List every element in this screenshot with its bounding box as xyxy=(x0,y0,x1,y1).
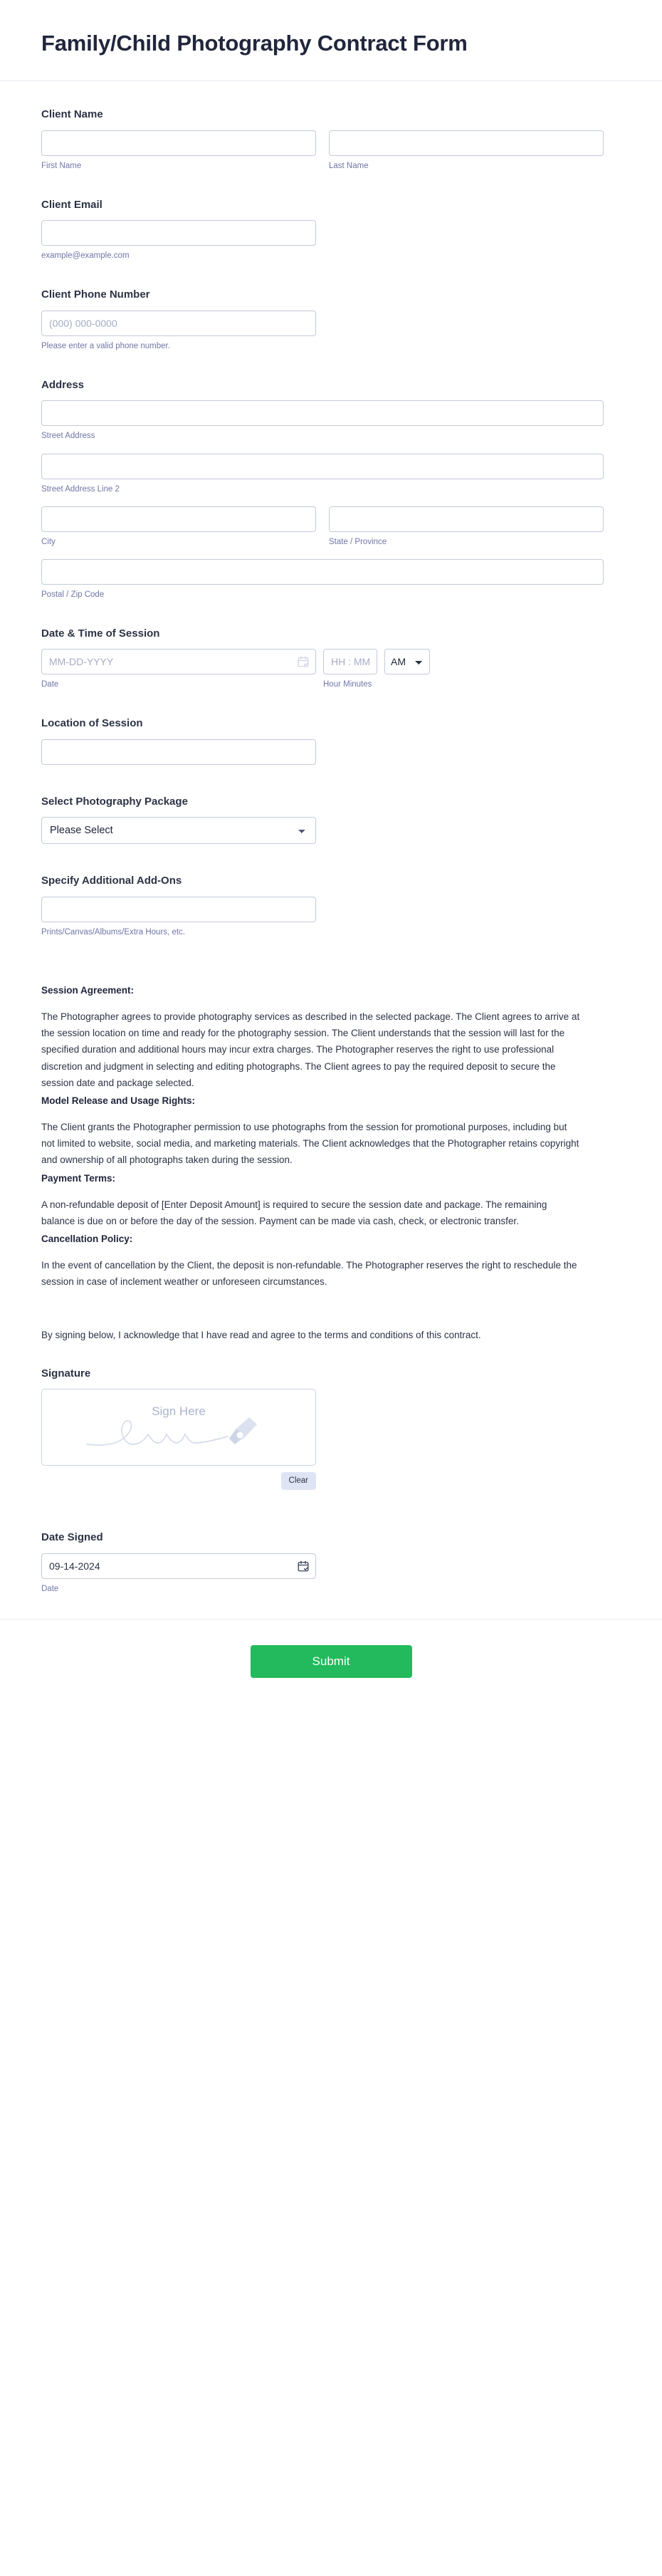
session-date-input[interactable] xyxy=(41,649,316,674)
last-name-col xyxy=(329,130,604,172)
signature-placeholder xyxy=(42,1404,315,1450)
street-address-2-input[interactable] xyxy=(41,454,604,479)
date-signed-sublabel: Date xyxy=(41,1584,59,1593)
session-time-input[interactable] xyxy=(323,649,377,674)
postal-code-input[interactable] xyxy=(41,559,604,585)
field-client-phone xyxy=(41,278,621,361)
street-address-2-col xyxy=(41,454,604,495)
field-date-signed xyxy=(41,1521,621,1604)
first-name-input[interactable] xyxy=(41,130,316,156)
first-name-col xyxy=(41,130,316,172)
label-address: Address xyxy=(41,378,85,391)
city-input[interactable] xyxy=(41,506,316,532)
session-date-wrap xyxy=(41,649,316,674)
client-name-row xyxy=(41,130,621,172)
street-address-sublabel: Street Address xyxy=(41,432,95,441)
field-address xyxy=(41,369,621,610)
location-input[interactable] xyxy=(41,739,316,765)
signature-clear-row xyxy=(41,1472,316,1490)
state-input[interactable] xyxy=(329,506,604,532)
location-col xyxy=(41,739,316,765)
session-time-sublabel: Hour Minutes xyxy=(323,680,372,689)
addons-sublabel: Prints/Canvas/Albums/Extra Hours, etc. xyxy=(41,927,185,937)
form-header xyxy=(0,0,662,81)
field-client-name xyxy=(41,98,621,181)
client-phone-sublabel: Please enter a valid phone number. xyxy=(41,341,170,350)
client-phone-input[interactable] xyxy=(41,311,316,336)
street-address-2-sublabel: Street Address Line 2 xyxy=(41,484,120,494)
session-agreement-heading: Session Agreement: xyxy=(41,985,135,996)
client-email-col xyxy=(41,220,316,261)
state-sublabel: State / Province xyxy=(329,537,387,546)
form-body xyxy=(0,81,662,1618)
acknowledgement-text: By signing below, I acknowledge that I have read and agree to the terms and conditions of this contract. xyxy=(41,1330,481,1341)
submit-button[interactable]: Submit xyxy=(251,1645,412,1678)
cancellation-policy-body: In the event of cancellation by the Client, the deposit is non-refundable. The Photographer reserves the right to reschedule the session in case of inclement weather or unforeseen circumstances. xyxy=(41,1259,577,1288)
addons-input[interactable] xyxy=(41,897,316,922)
model-release-heading: Model Release and Usage Rights: xyxy=(41,1095,196,1107)
session-datetime-sublabels xyxy=(41,674,621,690)
session-agreement-body: The Photographer agrees to provide photography services as described in the selected package. The Client agrees to arrive at the session location on time and ready for the photography session. The Client understands that the session will last for the specified duration and additional hours may incur extra charges. The Photographer reserves the right to use professional discretion and judgment in selecting and editing photographs. The Client agrees to pay the required deposit to secure the session date and package selected. xyxy=(41,1011,580,1088)
session-date-sublabel: Date xyxy=(41,680,59,689)
label-client-email: Client Email xyxy=(41,198,103,211)
page-title: Family/Child Photography Contract Form xyxy=(41,31,468,56)
street-address-col xyxy=(41,400,604,442)
package-select[interactable] xyxy=(41,817,316,844)
postal-col xyxy=(41,559,604,600)
session-meridiem-select[interactable] xyxy=(384,649,430,674)
client-email-input[interactable] xyxy=(41,220,316,246)
last-name-sublabel: Last Name xyxy=(329,161,369,170)
payment-terms-body: A non-refundable deposit of [Enter Deposit Amount] is required to secure the session date and package. The remaining balance is due on or before the day of the session. Payment can be made via cash, check, or electronic transfer. xyxy=(41,1199,547,1226)
label-signature: Signature xyxy=(41,1367,91,1380)
clear-signature-button[interactable]: Clear xyxy=(281,1472,316,1490)
terms-section xyxy=(41,955,582,1297)
date-signed-input[interactable] xyxy=(41,1553,316,1579)
field-signature xyxy=(41,1348,621,1496)
label-client-name: Client Name xyxy=(41,108,103,121)
cancellation-policy-heading: Cancellation Policy: xyxy=(41,1233,133,1244)
signature-pad[interactable] xyxy=(41,1389,316,1466)
addons-col xyxy=(41,897,316,938)
field-client-email xyxy=(41,189,621,271)
field-location xyxy=(41,707,621,774)
field-addons xyxy=(41,865,621,947)
city-sublabel: City xyxy=(41,537,56,546)
label-package: Select Photography Package xyxy=(41,795,188,808)
postal-code-sublabel: Postal / Zip Code xyxy=(41,590,105,599)
client-phone-col xyxy=(41,311,316,352)
city-state-row xyxy=(41,506,621,548)
label-addons: Specify Additional Add-Ons xyxy=(41,875,182,887)
model-release-body: The Client grants the Photographer permission to use photographs from the session for promotional purposes, including but not limited to website, social media, and marketing materials. The Client acknowledges that the Photographer retains copyright and ownership of all photographs taken during the session. xyxy=(41,1121,579,1166)
sign-here-label: Sign Here xyxy=(152,1404,206,1419)
session-datetime-row xyxy=(41,649,621,674)
label-date-signed: Date Signed xyxy=(41,1531,103,1543)
field-session-datetime xyxy=(41,617,621,700)
label-session-datetime: Date & Time of Session xyxy=(41,627,160,640)
label-client-phone: Client Phone Number xyxy=(41,288,150,301)
field-package xyxy=(41,786,621,854)
acknowledgement-section xyxy=(41,1297,582,1347)
date-signed-wrap xyxy=(41,1553,316,1595)
state-col xyxy=(329,506,604,548)
pen-nib-icon xyxy=(229,1417,257,1444)
label-location: Location of Session xyxy=(41,717,143,730)
payment-terms-heading: Payment Terms: xyxy=(41,1172,116,1184)
city-col xyxy=(41,506,316,548)
client-email-sublabel: example@example.com xyxy=(41,251,130,261)
street-address-input[interactable] xyxy=(41,400,604,426)
first-name-sublabel: First Name xyxy=(41,161,82,170)
form-footer xyxy=(0,1619,662,1712)
last-name-input[interactable] xyxy=(329,130,604,156)
